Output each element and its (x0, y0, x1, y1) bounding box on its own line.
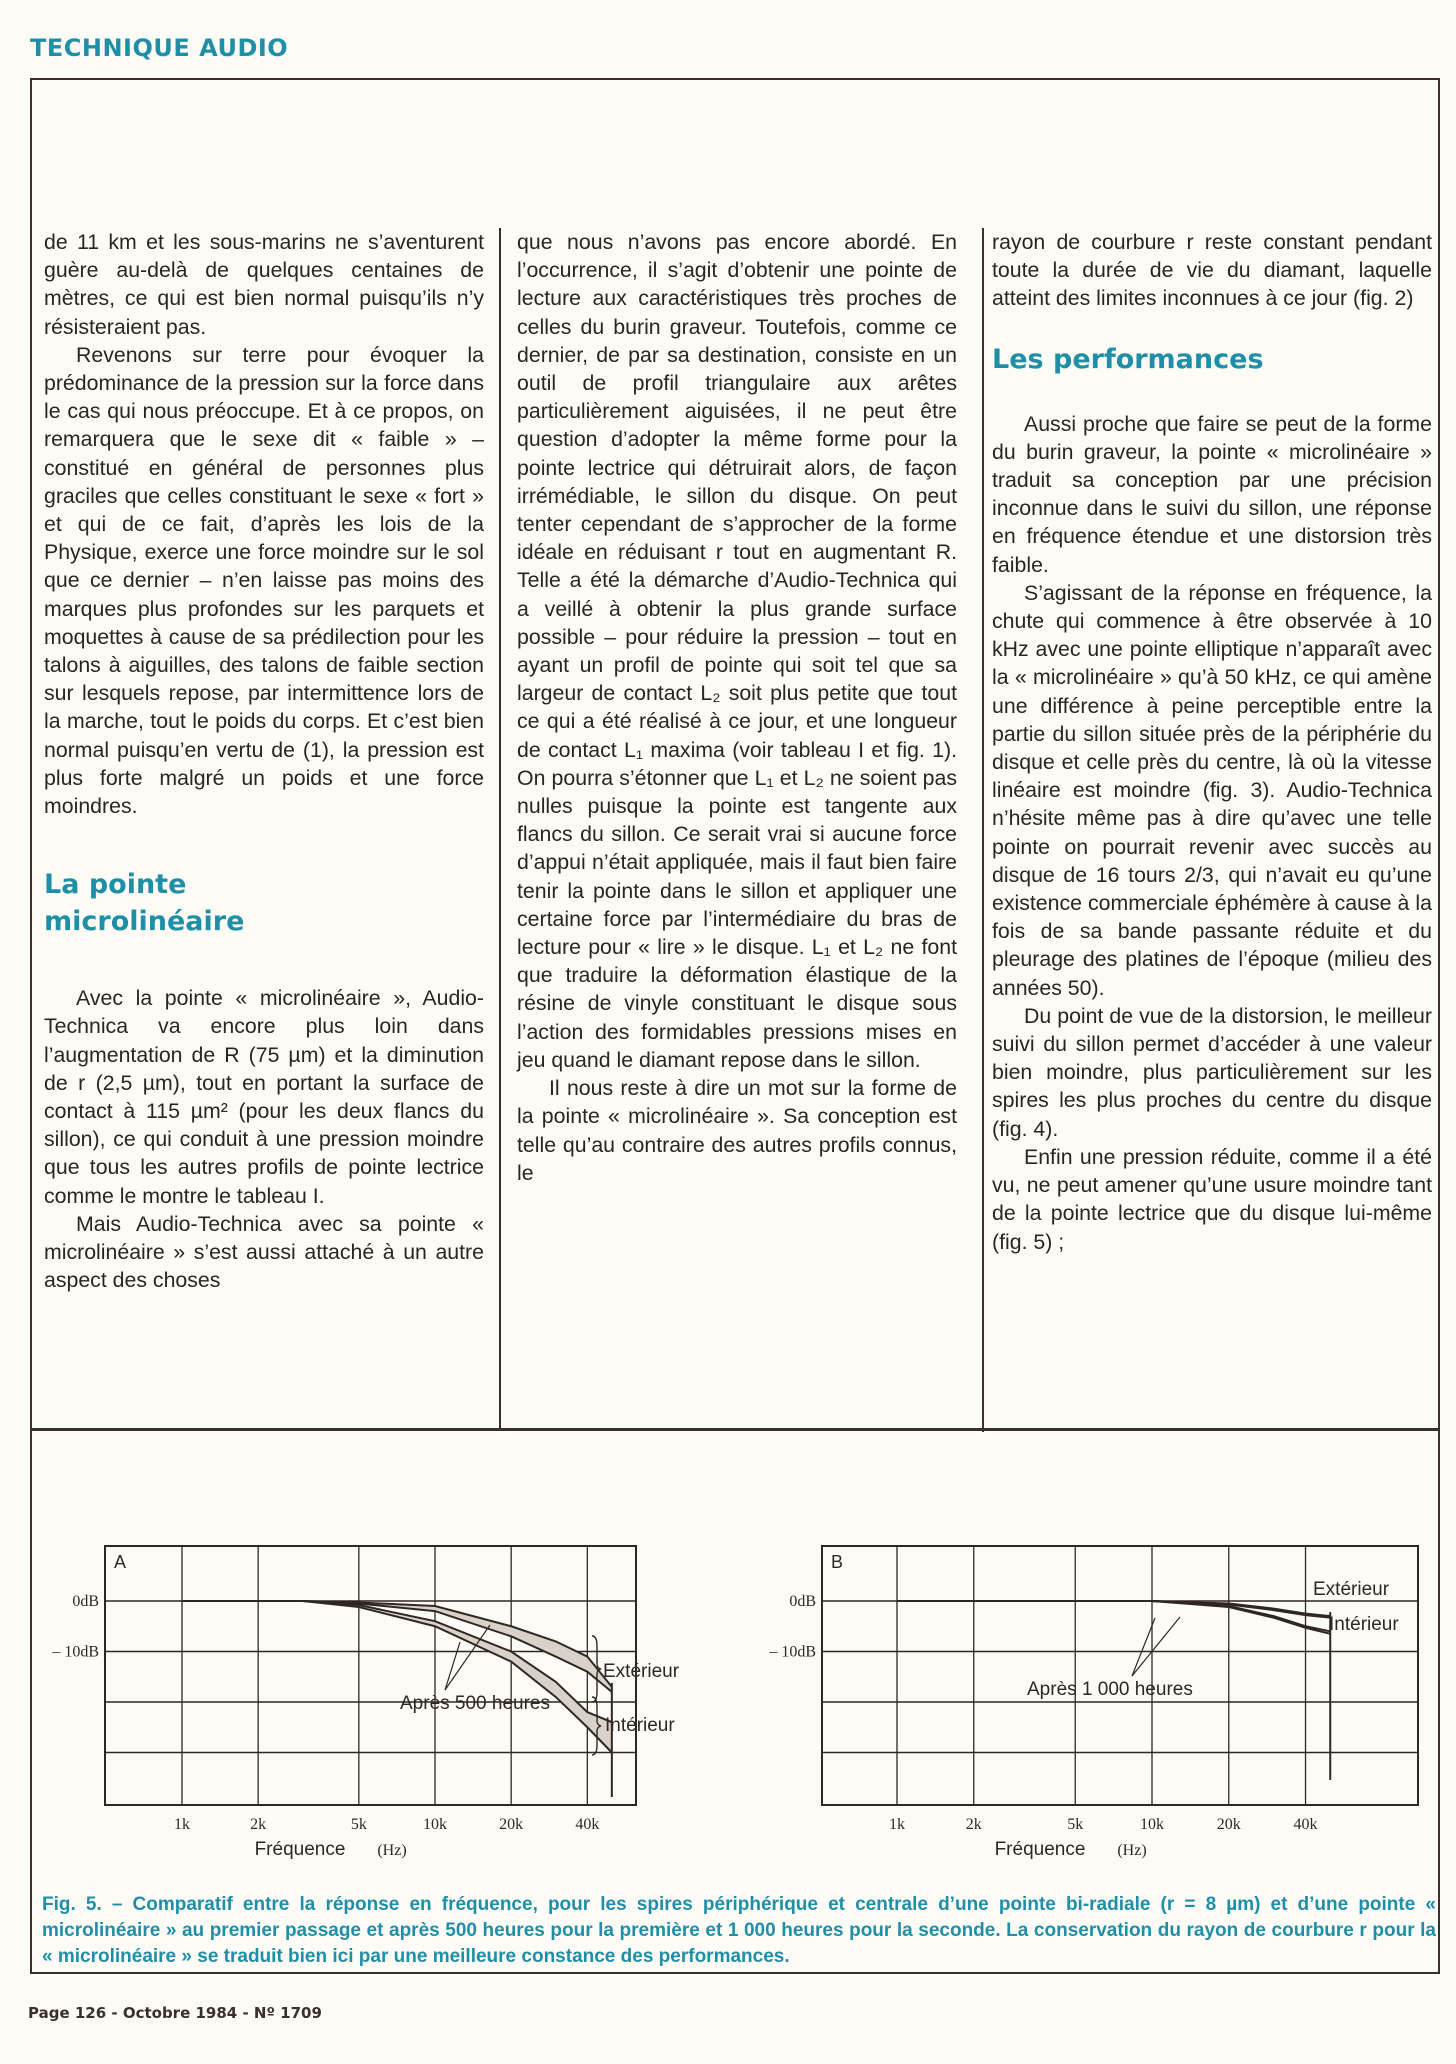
y-tick-label: 0dB (72, 1593, 99, 1610)
x-axis-label: Fréquence (254, 1839, 346, 1860)
x-tick-label: 2k (250, 1816, 267, 1833)
caption-divider (31, 1972, 1439, 1974)
paragraph: Aussi proche que faire se peut de la forme du burin graveur, la pointe « microlinéaire » traduit sa conception par une précision inconnue dans le suivi du sillon, une réponse en fréquence étendue et une distorsion très faible. (992, 411, 1432, 577)
paragraph: Avec la pointe « microlinéaire », Audio-Technica va encore plus loin dans l’augmentation de R (75 µm) et la diminution de r (2,5 µm), tout en portant la surface de contact à 115 µm² (pour les deux flancs du sillon), ce qui conduit à une pression moindre que tous les autres profils de pointe lectrice comme le montre le tableau I. (44, 986, 484, 1208)
paragraph: Mais Audio-Technica avec sa pointe « microlinéaire » s’est aussi attaché à un autre aspect des choses (44, 1211, 484, 1293)
annotation-interieur: Intérieur (605, 1715, 675, 1736)
x-tick-label: 5k (1067, 1816, 1084, 1833)
paragraph: que nous n’avons pas encore abordé. En l’occurrence, il s’agit d’obtenir une pointe de lecture aux caractéristiques très proches de celles du burin graveur. Toutefois, comme ce dernier, de par sa destination, consiste en un outil de profil triangulaire aux arêtes particulièrement aiguisées, il ne peut être question d’adopter la même forme pour la pointe lectrice qui détruirait alors, de façon irrémédiable, le sillon du disque. On peut tenter cependant de s’approcher de la forme idéale en réduisant r tout en augmentant R. Telle a été la démarche d’Audio-Technica qui a veillé à obtenir la plus grande surface possible – pour réduire la pression – tout en ayant un profil de pointe qui soit tel que sa largeur de contact L₂ soit plus petite que tout ce qui a été réalisé à ce jour, et une longueur de contact L₁ maxima (voir tableau I et fig. 1). On pourra s’étonner que L₁ et L₂ ne soient pas nulles puisque la pointe est tangente aux flancs du sillon. Ce serait vrai si aucune force d’appui n’était appliquée, mais il faut bien faire tenir la pointe dans le sillon et appliquer une certaine force par l’intermédiaire du bras de lecture pour « lire » le disque. L₁ et L₂ ne font que traduire la déformation élastique de la résine de vinyle constituant le disque sous l’action des formidables pressions mises en jeu quand le diamant repose dans le sillon. (517, 230, 957, 1072)
annotation-after-hours: Après 1 000 heures (1027, 1679, 1193, 1700)
column-divider (982, 228, 984, 1432)
annotation-interieur: Intérieur (1329, 1614, 1399, 1635)
x-tick-label: 40k (1293, 1816, 1318, 1833)
aging-band (897, 1601, 1330, 1634)
y-tick-label: – 10dB (769, 1643, 816, 1661)
x-tick-label: 1k (174, 1816, 190, 1833)
x-axis-unit: (Hz) (377, 1842, 407, 1859)
annotation-exterieur: Extérieur (1313, 1579, 1390, 1600)
x-tick-label: 5k (350, 1816, 367, 1833)
paragraph: de 11 km et les sous-marins ne s’aventurent guère au-delà de quelques centaines de mètres, ce qui est bien normal puisqu’ils n’y résisteraient pas. (44, 230, 484, 339)
text-column-2 (517, 228, 957, 1187)
annotation-after-hours: Après 500 heures (400, 1693, 550, 1714)
y-tick-label: 0dB (789, 1593, 816, 1610)
paragraph: Enfin une pression réduite, comme il a été vu, ne peut amener qu’une usure moindre tant de la pointe lectrice que du disque lui-même (fig. 5) ; (992, 1144, 1432, 1254)
x-tick-label: 10k (1140, 1816, 1164, 1833)
x-axis-label: Fréquence (994, 1839, 1086, 1860)
paragraph: S’agissant de la réponse en fréquence, la chute qui commence à être observée à 10 kHz avec une pointe elliptique n’apparaît avec la « microlinéaire » qu’à 50 kHz, ce qui amène une différence à peine perceptible entre la partie du sillon située près de la périphérie du disque et celle près du centre, là où la vitesse linéaire est moindre (fig. 3). Audio-Technica n’hésite même pas à dire qu’avec une telle pointe on pourrait revenir avec succès au disque de 16 tours 2/3, qui n’avait eu qu’une existence commerciale éphémère à cause à la fois de sa bande passante réduite et du pleurage des platines de l’époque (milieu des années 50). (992, 580, 1432, 1000)
x-tick-label: 2k (965, 1816, 982, 1833)
panel-label: A (114, 1552, 127, 1572)
column-divider (499, 228, 501, 1430)
paragraph: Il nous reste à dire un mot sur la forme de la pointe « microlinéaire ». Sa conception est telle qu’au contraire des autres profils connus, le (517, 1076, 957, 1185)
paragraph: rayon de courbure r reste constant pendant toute la durée de vie du diamant, laquelle atteint des limites inconnues à ce jour (fig. 2) (992, 230, 1432, 311)
x-tick-label: 40k (575, 1816, 600, 1833)
page-footer: Page 126 - Octobre 1984 - Nº 1709 (28, 2004, 322, 2022)
figure-divider (31, 1428, 1439, 1431)
panel-label: B (831, 1552, 844, 1572)
text-column-1 (44, 228, 484, 1295)
figure-caption: Fig. 5. – Comparatif entre la réponse en fréquence, pour les spires périphérique et centrale d’une pointe bi-radiale (r = 8 µm) et d’une pointe « microlinéaire » au premier passage et après 500 heures pour la première et 1 000 heures pour la seconde. La conservation du rayon de courbure r pour la « microlinéaire » se traduit bien ici par une meilleure constance des performances. (42, 1894, 1436, 1967)
x-axis-unit: (Hz) (1117, 1842, 1147, 1859)
paragraph: Du point de vue de la distorsion, le meilleur suivi du sillon permet d’accéder à une valeur bien moindre, plus particulièrement sur les spires les plus proches du centre du disque (fig. 4). (992, 1003, 1432, 1141)
x-tick-label: 20k (499, 1816, 524, 1833)
y-tick-label: – 10dB (52, 1643, 99, 1661)
x-tick-label: 20k (1216, 1816, 1241, 1833)
section-heading: Les performances (992, 343, 1264, 375)
paragraph: Revenons sur terre pour évoquer la prédominance de la pression sur la force dans le cas qui nous préoccupe. Et à ce propos, on remarquera que le sexe dit « faible » – constitué en général de personnes plus graciles que celles constituant le sexe « fort » et qui de ce fait, d’après les lois de la Physique, exerce une force moindre sur le sol que ce dernier – n’en laisse pas moins des marques plus profondes sur les parquets et moquettes à cause de sa prédilection pour les talons à aiguilles, des talons de faible section sur lesquels repose, par intermittence lors de la marche, tout le poids du corps. Et c’est bien normal puisqu’en vertu de (1), la pression est plus forte malgré un poids et une force moindres. (44, 342, 484, 819)
x-tick-label: 10k (423, 1816, 447, 1833)
section-header: TECHNIQUE AUDIO (30, 34, 289, 62)
section-heading: La pointe microlinéaire (44, 869, 245, 938)
plot-frame (105, 1546, 636, 1805)
chart-b (740, 1530, 1440, 1870)
response-curve (897, 1601, 1330, 1634)
chart-a (30, 1530, 730, 1870)
annotation-exterieur: Extérieur (603, 1661, 680, 1682)
text-column-3 (992, 228, 1432, 1256)
x-tick-label: 1k (889, 1816, 905, 1833)
